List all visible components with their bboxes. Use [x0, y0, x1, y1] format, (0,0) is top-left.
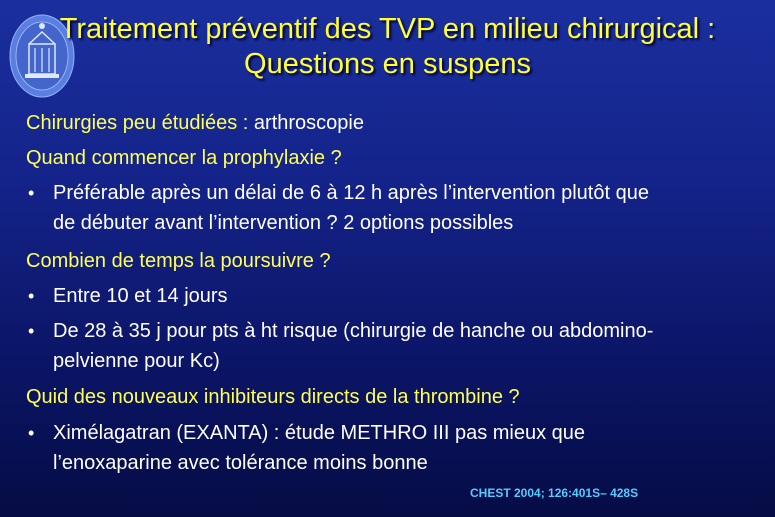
bullet-marker: •: [28, 321, 35, 341]
bullet-duration-2-line-2: pelvienne pour Kc): [53, 350, 220, 372]
bullet-inhibitors-1-line-1: Ximélagatran (EXANTA) : étude METHRO III pas mieux que: [53, 422, 586, 444]
bullet-when-1-line-1: Préférable après un délai de 6 à 12 h après l’intervention plutôt que: [53, 182, 649, 204]
slide-title-line-2: Questions en suspens: [244, 48, 531, 80]
section-inhibitors-heading: Quid des nouveaux inhibiteurs directs de la thrombine ?: [26, 386, 520, 408]
section-surgeries: [26, 111, 364, 135]
bullet-duration-1: Entre 10 et 14 jours: [53, 285, 228, 307]
bullet-when-1-line-2: de débuter avant l’intervention ? 2 options possibles: [53, 212, 514, 234]
section-surgeries-label: Chirurgies peu étudiées :: [26, 112, 249, 134]
section-surgeries-value: arthroscopie: [253, 112, 364, 134]
section-duration-heading: Combien de temps la poursuivre ?: [26, 250, 331, 272]
bullet-inhibitors-1-line-2: l’enoxaparine avec tolérance moins bonne: [53, 452, 428, 474]
bullet-marker: •: [28, 286, 35, 306]
section-when-heading: Quand commencer la prophylaxie ?: [26, 147, 342, 169]
bullet-marker: •: [28, 183, 35, 203]
citation-reference: CHEST 2004; 126:401S– 428S: [470, 486, 639, 500]
bullet-duration-2-line-1: De 28 à 35 j pour pts à ht risque (chirurgie de hanche ou abdomino-: [53, 320, 654, 342]
slide-title-line-1: Traitement préventif des TVP en milieu chirurgical :: [59, 13, 716, 45]
bullet-marker: •: [28, 423, 35, 443]
